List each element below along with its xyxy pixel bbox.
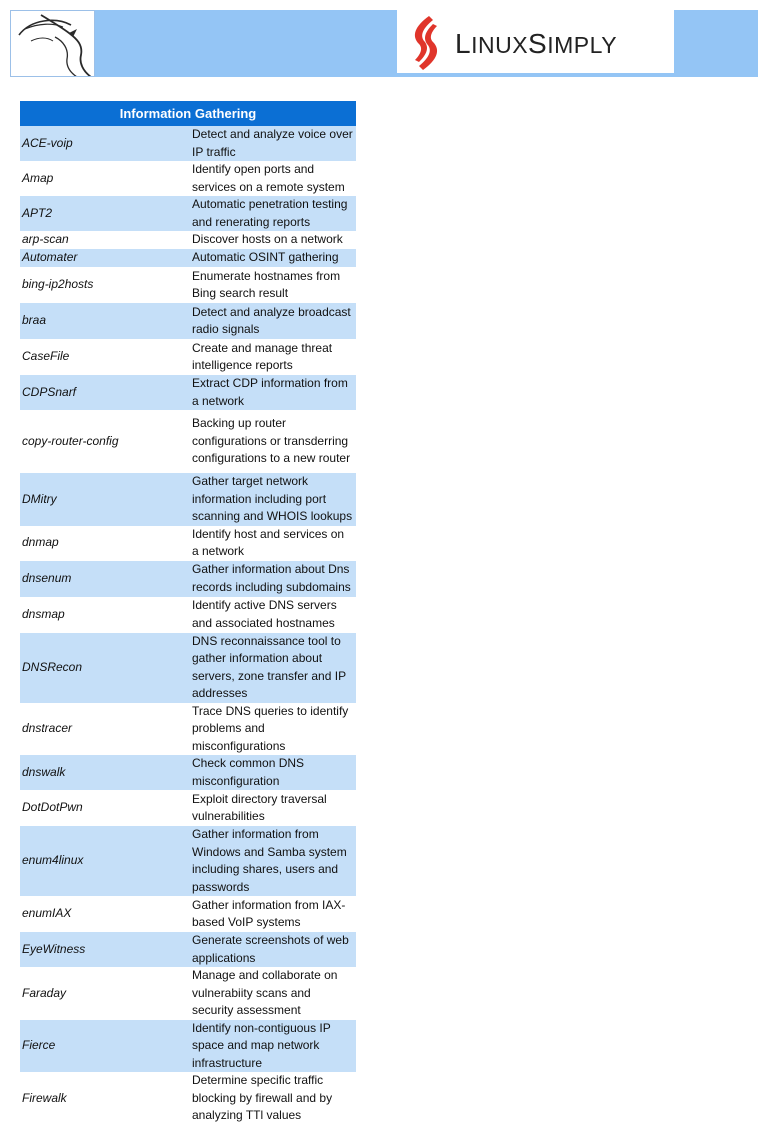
tool-description: Automatic OSINT gathering xyxy=(188,249,356,267)
tool-description: Manage and collaborate on vulnerabiity scans and security assessment xyxy=(192,968,338,1017)
tool-name: Firewalk xyxy=(22,1090,67,1105)
tool-name: Amap xyxy=(22,170,54,185)
table-row xyxy=(20,896,356,932)
kali-dragon-icon xyxy=(11,11,95,77)
tool-description: Identify host and services on a network xyxy=(192,526,345,558)
tool-description: Check common DNS misconfiguration xyxy=(188,755,356,790)
tool-description: Enumerate hostnames from Bing search result xyxy=(192,268,341,300)
tool-description: Gather information from Windows and Samba system including shares, users and passwords xyxy=(188,826,356,896)
table-row xyxy=(20,526,356,561)
table-row xyxy=(20,126,356,161)
tool-description: Exploit directory traversal vulnerabilities xyxy=(192,791,327,823)
tool-description: Determine specific traffic blocking by firewall and by analyzing TTl values xyxy=(192,1073,333,1122)
table-row xyxy=(20,339,356,375)
tool-description: Gather information from IAX-based VoIP systems xyxy=(192,897,346,929)
tool-name: braa xyxy=(20,303,188,339)
linuxsimply-logo xyxy=(397,10,674,73)
tool-description: Identify non-contiguous IP space and map network infrastructure xyxy=(188,1020,356,1073)
tool-name: APT2 xyxy=(20,196,188,231)
tool-name: Faraday xyxy=(22,985,67,1000)
tool-name: dnstracer xyxy=(22,721,73,735)
tool-description: Identify open ports and services on a remote system xyxy=(192,162,345,194)
table-row xyxy=(20,790,356,826)
tool-description: Trace DNS queries to identify problems and misconfigurations xyxy=(192,703,349,753)
table-row xyxy=(20,196,356,231)
tool-name: CDPSnarf xyxy=(20,375,188,410)
tool-name: arp-scan xyxy=(22,232,69,247)
tool-name: DNSRecon xyxy=(20,633,188,703)
tool-description: Extract CDP information from a network xyxy=(188,375,356,410)
table-row xyxy=(20,267,356,303)
tool-description: Discover hosts on a network xyxy=(192,232,343,247)
tool-name: Fierce xyxy=(20,1020,188,1073)
tool-description: DNS reconnaissance tool to gather information about servers, zone transfer and IP addresses xyxy=(188,633,356,703)
tool-name: EyeWitness xyxy=(20,932,188,967)
tool-description: Generate screenshots of web applications xyxy=(188,932,356,967)
table-row xyxy=(20,410,356,473)
table-title: Information Gathering xyxy=(20,101,356,126)
tool-description: Automatic penetration testing and renerating reports xyxy=(188,196,356,231)
tool-description: Gather target network information including port scanning and WHOIS lookups xyxy=(188,473,356,526)
tool-name: enum4linux xyxy=(20,826,188,896)
tool-name: enumIAX xyxy=(22,906,72,921)
table-row xyxy=(20,597,356,633)
table-row xyxy=(20,561,356,597)
tool-description: Create and manage threat intelligence reports xyxy=(192,340,333,372)
table-row xyxy=(20,473,356,526)
table-row xyxy=(20,303,356,339)
table-row xyxy=(20,249,356,267)
table-row xyxy=(20,1072,356,1125)
tools-table-body xyxy=(20,126,356,1125)
table-row xyxy=(20,967,356,1020)
tools-table xyxy=(20,101,356,1125)
tool-name: dnsmap xyxy=(22,606,65,621)
tool-name: DMitry xyxy=(20,473,188,526)
tool-name: dnsenum xyxy=(20,561,188,597)
table-header-row xyxy=(20,101,356,126)
tool-description: Backing up router configurations or transderring configurations to a new router xyxy=(192,416,351,466)
tool-name: ACE-voip xyxy=(20,126,188,161)
table-row xyxy=(20,826,356,896)
table-row xyxy=(20,161,356,196)
tool-description: Detect and analyze broadcast radio signals xyxy=(188,303,356,339)
linuxsimply-logo-icon xyxy=(405,14,445,72)
tool-name: DotDotPwn xyxy=(22,800,83,815)
tool-description: Identify active DNS servers and associated hostnames xyxy=(192,598,337,630)
tool-name: CaseFile xyxy=(22,349,70,364)
table-row xyxy=(20,231,356,249)
tool-description: Gather information about Dns records including subdomains xyxy=(188,561,356,597)
table-row xyxy=(20,633,356,703)
table-row xyxy=(20,932,356,967)
brand-name: LINUXSIMPLY xyxy=(455,28,618,59)
tool-name: Automater xyxy=(20,249,188,267)
table-row xyxy=(20,375,356,410)
tool-name: copy-router-config xyxy=(22,433,119,448)
table-row xyxy=(20,1020,356,1073)
table-row xyxy=(20,755,356,790)
tool-name: dnmap xyxy=(22,535,59,550)
kali-logo xyxy=(10,10,95,77)
tool-description: Detect and analyze voice over IP traffic xyxy=(188,126,356,161)
tool-name: bing-ip2hosts xyxy=(22,277,94,292)
tool-name: dnswalk xyxy=(20,755,188,790)
table-row xyxy=(20,703,356,756)
